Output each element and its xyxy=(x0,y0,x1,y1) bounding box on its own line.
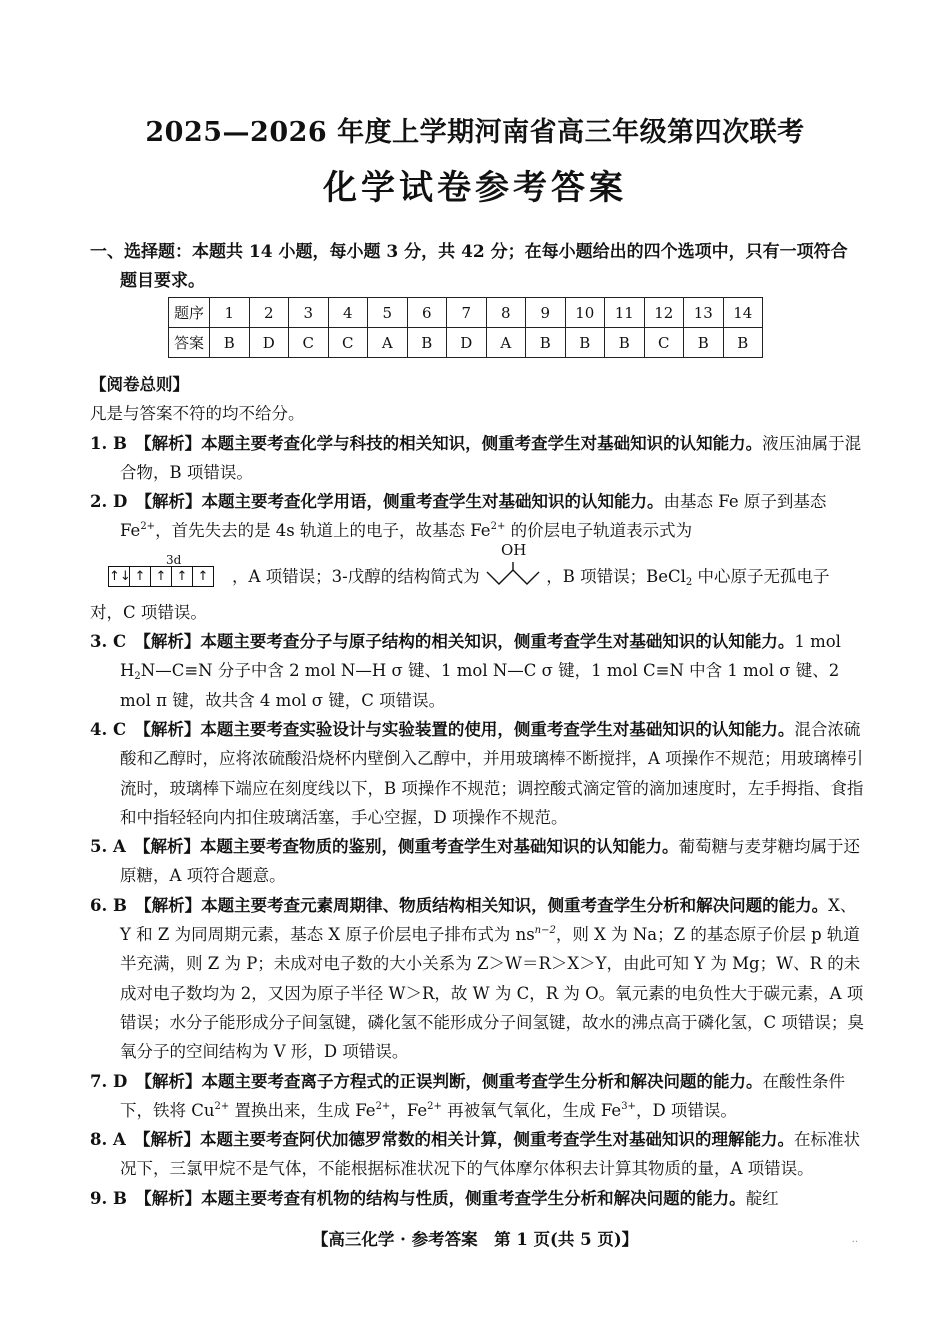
answer-cell: C xyxy=(328,328,368,358)
superscript: 2+ xyxy=(375,1100,391,1112)
item-text: 混合浓硫酸和乙醇时，应将浓硫酸沿烧杯内壁倒入乙醇中，并用玻璃棒不断搅拌，A 项操作不规范；用玻璃棒引流时，玻璃棒下端应在刻度线以下，B 项操作不规范；调控酸式滴定管的滴加速度时，左手拇指、食指和中指轻轻向内扣住玻璃活塞，手心空握，D 项操作不规范。 xyxy=(120,719,864,827)
question-number-cell: 1 xyxy=(210,298,250,328)
explanation-item-7 xyxy=(90,1067,865,1126)
answer-cell: A xyxy=(368,328,408,358)
section-heading xyxy=(90,238,865,296)
item-text: 葡萄糖与麦芽糖均属于还原糖，A 项符合题意。 xyxy=(120,837,861,886)
answer-cell: D xyxy=(447,328,487,358)
answer-cell: B xyxy=(605,328,645,358)
orbital-box: ↑ xyxy=(172,567,193,586)
item-text: X、Y 和 Z 为同周期元素，基态 X 原子价层电子排布式为 ns xyxy=(120,895,857,945)
orbital-box: ↑ xyxy=(151,567,172,586)
answer-cell: A xyxy=(486,328,526,358)
item-text: ，D 项错误。 xyxy=(635,1100,737,1120)
item-summary: 本题主要考查实验设计与实验装置的使用，侧重考查学生对基础知识的认知能力。 xyxy=(200,719,795,739)
orbital-diagram-line xyxy=(90,541,865,604)
item-summary: 本题主要考查分子与原子结构的相关知识，侧重考查学生对基础知识的认知能力。 xyxy=(200,632,795,652)
item-text: ，B 项错误；BeCl xyxy=(546,566,686,586)
question-number-cell: 9 xyxy=(526,298,566,328)
item-summary: 本题主要考查有机物的结构与性质，侧重考查学生分析和解决问题的能力。 xyxy=(201,1188,746,1208)
question-number-cell: 3 xyxy=(289,298,329,328)
superscript: 2+ xyxy=(490,521,506,533)
item-text: 由基态 Fe 原子到基态 Fe xyxy=(120,492,827,541)
explanation-item-8 xyxy=(90,1125,865,1184)
item-tag: 1. B 【解析】 xyxy=(90,433,202,453)
item-tag: 6. B 【解析】 xyxy=(90,895,202,915)
question-number-cell: 7 xyxy=(447,298,487,328)
item-text: ，Fe xyxy=(390,1100,428,1120)
question-number-cell: 11 xyxy=(605,298,645,328)
orbital-box: ↑↓ xyxy=(109,568,131,584)
item-summary: 本题主要考查化学用语，侧重考查学生对基础知识的认知能力。 xyxy=(201,492,664,512)
pentanol-skeletal-structure xyxy=(485,541,541,592)
superscript: 3+ xyxy=(621,1100,636,1112)
item-summary: 本题主要考查元素周期律、物质结构相关知识，侧重考查学生分析和解决问题的能力。 xyxy=(201,895,829,915)
question-number-cell: 8 xyxy=(486,298,526,328)
rules-text: 凡是与答案不符的均不给分。 xyxy=(90,404,305,424)
item-summary: 本题主要考查阿伏加德罗常数的相关计算，侧重考查学生对基础知识的理解能力。 xyxy=(200,1130,795,1150)
question-number-cell: 14 xyxy=(723,298,763,328)
explanation-item-2 xyxy=(90,487,865,546)
answer-cell: C xyxy=(644,328,684,358)
item-tag: 4. C 【解析】 xyxy=(90,719,201,739)
item-tag: 9. B 【解析】 xyxy=(90,1188,202,1208)
item-text: N—C≡N 分子中含 2 mol N—H σ 键、1 mol N—C σ 键，1 mol C≡N 中含 1 mol σ 键、2 mol π 键，故共含 4 mol σ 键，C 项错误。 xyxy=(120,661,840,710)
question-number-cell: 2 xyxy=(249,298,289,328)
question-number-cell: 6 xyxy=(407,298,447,328)
answer-cell: D xyxy=(249,328,289,358)
item-text: 的价层电子轨道表示式为 xyxy=(505,521,693,541)
orbital-box: ↑ xyxy=(197,568,209,584)
question-number-cell: 12 xyxy=(644,298,684,328)
exam-title: 2025—2026 年度上学期河南省高三年级第四次联考 xyxy=(145,117,805,148)
row-label: 题序 xyxy=(169,298,210,328)
answer-key-title: 化学试卷参考答案 xyxy=(323,168,627,208)
answer-cell: B xyxy=(407,328,447,358)
orbital-boxes xyxy=(108,566,214,587)
rules-heading: 【阅卷总则】 xyxy=(90,375,189,394)
skeletal-bonds xyxy=(485,562,541,592)
row-label: 答案 xyxy=(169,328,210,358)
item-text: ，A 项错误；3-戊醇的结构简式为 xyxy=(232,566,480,586)
corner-mark: .. xyxy=(851,1234,858,1245)
superscript: 2+ xyxy=(214,1100,230,1112)
item-tag: 7. D 【解析】 xyxy=(90,1071,202,1091)
question-number-cell: 5 xyxy=(368,298,408,328)
question-number-cell: 13 xyxy=(684,298,724,328)
item-text: 中心原子无孤电子 xyxy=(692,566,830,586)
item-tag: 3. C 【解析】 xyxy=(90,632,201,652)
item-text: 液压油属于混合物，B 项错误。 xyxy=(120,433,862,482)
item-text: ，则 X 为 Na；Z 的基态原子价层 p 轨道半充满，则 Z 为 P；未成对电子数的大小关系为 Z＞W＝R＞X＞Y，由此可知 Y 为 Mg；W、R 的未成对电子数均为 2，又因为原子半径 W＞R，故 W 为 C，R 为 O。氧元素的电负性大于碳元素，A 项错误；水分子能形成分子间氢键，磷化氢不能形成分子间氢键，故水的沸点高于磷化氢，C 项错误；臭氧分子的空间结构为 V 形，D 项错误。 xyxy=(120,925,864,1062)
page-footer: 【高三化学 · 参考答案 第 1 页(共 5 页)】 xyxy=(311,1230,639,1249)
answer-table xyxy=(168,297,763,358)
item-tag: 2. D 【解析】 xyxy=(90,492,202,512)
orbital-box: ↑ xyxy=(130,567,151,586)
orbital-label: 3d xyxy=(166,552,182,567)
item-text: 再被氧气氧化，生成 Fe xyxy=(441,1100,622,1120)
item-text: 在标准状况下，三氯甲烷不是气体，不能根据标准状况下的气体摩尔体积去计算其物质的量，A 项错误。 xyxy=(120,1130,861,1179)
superscript: n−2 xyxy=(534,925,556,937)
section-line-2: 题目要求。 xyxy=(120,271,205,291)
section-line-1: 一、选择题：本题共 14 小题，每小题 3 分，共 42 分；在每小题给出的四个选项中，只有一项符合 xyxy=(90,242,848,262)
explanation-item-4 xyxy=(90,715,865,832)
answer-cell: B xyxy=(526,328,566,358)
orbital-line-text xyxy=(232,541,830,593)
item-text: 置换出来，生成 Fe xyxy=(229,1100,376,1120)
item-text: 1 mol H xyxy=(120,632,841,681)
item-summary: 本题主要考查物质的鉴别，侧重考查学生对基础知识的认知能力。 xyxy=(200,837,679,857)
explanation-item-3 xyxy=(90,627,865,715)
explanation-item-9 xyxy=(90,1184,865,1213)
subscript: 2 xyxy=(134,671,141,683)
item-tag: 5. A 【解析】 xyxy=(90,837,201,857)
answer-cell: B xyxy=(210,328,250,358)
oh-label: OH xyxy=(500,541,527,560)
superscript: 2+ xyxy=(140,521,156,533)
subscript: 2 xyxy=(685,576,693,588)
explanations xyxy=(90,370,865,1213)
item-text: 靛红 xyxy=(745,1188,779,1208)
explanation-item-6 xyxy=(90,891,865,1067)
item-text: ，首先失去的是 4s 轨道上的电子，故基态 Fe xyxy=(155,521,491,541)
answer-cell: B xyxy=(565,328,605,358)
item-tag: 8. A 【解析】 xyxy=(90,1130,201,1150)
question-number-cell: 4 xyxy=(328,298,368,328)
answer-cell: C xyxy=(289,328,329,358)
answer-row xyxy=(169,328,763,358)
explanation-item-1 xyxy=(90,429,865,488)
item-text: 对，C 项错误。 xyxy=(90,602,207,622)
explanation-item-5 xyxy=(90,832,865,891)
superscript: 2+ xyxy=(427,1100,442,1112)
item-summary: 本题主要考查化学与科技的相关知识，侧重考查学生对基础知识的认知能力。 xyxy=(201,433,763,453)
item-text: 在酸性条件下，铁将 Cu xyxy=(120,1071,846,1120)
answer-cell: B xyxy=(684,328,724,358)
question-number-cell: 10 xyxy=(565,298,605,328)
answer-cell: B xyxy=(723,328,763,358)
item-summary: 本题主要考查离子方程式的正误判断，侧重考查学生分析和解决问题的能力。 xyxy=(201,1071,763,1091)
question-number-row xyxy=(169,298,763,328)
